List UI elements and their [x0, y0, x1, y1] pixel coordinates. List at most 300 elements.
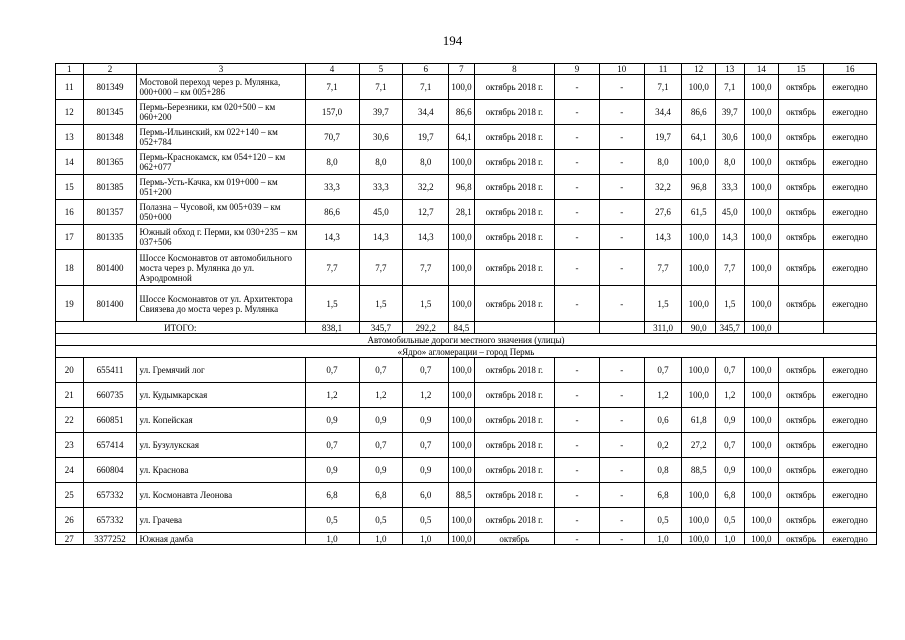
col-13: 14,3 [716, 225, 745, 250]
col-8: октябрь 2018 г. [474, 75, 554, 100]
col-15: октябрь [779, 100, 824, 125]
col-11: 7,1 [644, 75, 682, 100]
col-4: 33,3 [305, 175, 359, 200]
col-11: 0,6 [644, 408, 682, 433]
column-number: 10 [599, 64, 644, 75]
table-row [56, 175, 877, 200]
col-7: 100,0 [449, 225, 474, 250]
col-14: 100,0 [744, 200, 779, 225]
col-13: 6,8 [716, 483, 745, 508]
road-code: 801335 [83, 225, 137, 250]
col-9: - [555, 150, 600, 175]
col-16: ежегодно [823, 175, 876, 200]
total-c13: 345,7 [716, 322, 745, 334]
road-code: 657414 [83, 433, 137, 458]
col-8: октябрь 2018 г. [474, 458, 554, 483]
col-16: ежегодно [823, 75, 876, 100]
col-12: 86,6 [682, 100, 716, 125]
col-14: 100,0 [744, 533, 779, 545]
col-6: 8,0 [403, 150, 449, 175]
col-13: 30,6 [716, 125, 745, 150]
col-6: 14,3 [403, 225, 449, 250]
table-row [56, 125, 877, 150]
col-7: 100,0 [449, 286, 474, 322]
col-11: 6,8 [644, 483, 682, 508]
col-16: ежегодно [823, 433, 876, 458]
col-13: 0,5 [716, 508, 745, 533]
col-10: - [599, 175, 644, 200]
col-9: - [555, 175, 600, 200]
col-16: ежегодно [823, 225, 876, 250]
col-10: - [599, 125, 644, 150]
table-row [56, 458, 877, 483]
section-heading [56, 334, 877, 346]
row-number: 16 [56, 200, 84, 225]
row-number: 11 [56, 75, 84, 100]
col-8: октябрь 2018 г. [474, 286, 554, 322]
road-code: 660735 [83, 383, 137, 408]
col-14: 100,0 [744, 433, 779, 458]
col-16: ежегодно [823, 125, 876, 150]
col-7: 100,0 [449, 408, 474, 433]
row-number: 23 [56, 433, 84, 458]
col-10: - [599, 250, 644, 286]
col-6: 0,5 [403, 508, 449, 533]
total-c11: 311,0 [644, 322, 682, 334]
col-9: - [555, 458, 600, 483]
total-label: ИТОГО: [56, 322, 306, 334]
col-11: 0,8 [644, 458, 682, 483]
empty-cell [599, 322, 644, 334]
col-8: октябрь 2018 г. [474, 200, 554, 225]
table-row [56, 225, 877, 250]
col-16: ежегодно [823, 200, 876, 225]
col-12: 100,0 [682, 250, 716, 286]
row-number: 15 [56, 175, 84, 200]
col-13: 45,0 [716, 200, 745, 225]
column-number: 15 [779, 64, 824, 75]
col-8: октябрь 2018 г. [474, 383, 554, 408]
col-16: ежегодно [823, 408, 876, 433]
col-4: 14,3 [305, 225, 359, 250]
col-6: 6,0 [403, 483, 449, 508]
col-4: 0,9 [305, 458, 359, 483]
col-13: 1,0 [716, 533, 745, 545]
column-number: 11 [644, 64, 682, 75]
col-14: 100,0 [744, 175, 779, 200]
column-number: 4 [305, 64, 359, 75]
row-number: 24 [56, 458, 84, 483]
col-5: 0,5 [359, 508, 403, 533]
col-11: 19,7 [644, 125, 682, 150]
row-number: 17 [56, 225, 84, 250]
col-12: 27,2 [682, 433, 716, 458]
col-6: 12,7 [403, 200, 449, 225]
col-8: октябрь 2018 г. [474, 483, 554, 508]
col-8: октябрь 2018 г. [474, 433, 554, 458]
road-name: Пермь-Краснокамск, км 054+120 – км 062+077 [137, 150, 305, 175]
col-8: октябрь 2018 г. [474, 150, 554, 175]
col-12: 88,5 [682, 458, 716, 483]
road-name: ул. Копейская [137, 408, 305, 433]
col-14: 100,0 [744, 150, 779, 175]
col-6: 34,4 [403, 100, 449, 125]
col-4: 70,7 [305, 125, 359, 150]
road-code: 3377252 [83, 533, 137, 545]
col-9: - [555, 433, 600, 458]
col-7: 100,0 [449, 533, 474, 545]
col-10: - [599, 483, 644, 508]
col-16: ежегодно [823, 100, 876, 125]
col-15: октябрь [779, 286, 824, 322]
col-15: октябрь [779, 175, 824, 200]
col-4: 0,7 [305, 358, 359, 383]
road-code: 801357 [83, 200, 137, 225]
total-c6: 292,2 [403, 322, 449, 334]
table-row [56, 75, 877, 100]
empty-cell [779, 322, 824, 334]
col-16: ежегодно [823, 508, 876, 533]
total-c12: 90,0 [682, 322, 716, 334]
col-16: ежегодно [823, 483, 876, 508]
col-7: 100,0 [449, 458, 474, 483]
subsection-heading [56, 346, 877, 358]
road-name: ул. Кудымкарская [137, 383, 305, 408]
col-9: - [555, 508, 600, 533]
col-14: 100,0 [744, 225, 779, 250]
col-5: 7,7 [359, 250, 403, 286]
col-6: 0,7 [403, 358, 449, 383]
table-row [56, 508, 877, 533]
col-15: октябрь [779, 533, 824, 545]
col-7: 100,0 [449, 75, 474, 100]
road-name: Пермь-Ильинский, км 022+140 – км 052+784 [137, 125, 305, 150]
col-5: 0,7 [359, 433, 403, 458]
col-15: октябрь [779, 150, 824, 175]
col-9: - [555, 408, 600, 433]
col-7: 100,0 [449, 250, 474, 286]
col-14: 100,0 [744, 483, 779, 508]
col-4: 1,2 [305, 383, 359, 408]
col-16: ежегодно [823, 383, 876, 408]
col-14: 100,0 [744, 286, 779, 322]
col-13: 0,9 [716, 408, 745, 433]
row-number: 13 [56, 125, 84, 150]
col-5: 0,7 [359, 358, 403, 383]
col-15: октябрь [779, 125, 824, 150]
col-10: - [599, 533, 644, 545]
col-11: 32,2 [644, 175, 682, 200]
column-number: 14 [744, 64, 779, 75]
col-13: 8,0 [716, 150, 745, 175]
col-13: 33,3 [716, 175, 745, 200]
road-code: 801349 [83, 75, 137, 100]
col-5: 45,0 [359, 200, 403, 225]
col-5: 6,8 [359, 483, 403, 508]
col-7: 100,0 [449, 358, 474, 383]
col-14: 100,0 [744, 458, 779, 483]
road-name: Южная дамба [137, 533, 305, 545]
col-12: 100,0 [682, 75, 716, 100]
col-12: 100,0 [682, 483, 716, 508]
table-row [56, 100, 877, 125]
col-5: 33,3 [359, 175, 403, 200]
table-row [56, 408, 877, 433]
col-7: 100,0 [449, 508, 474, 533]
road-code: 660804 [83, 458, 137, 483]
road-code: 801348 [83, 125, 137, 150]
col-5: 7,1 [359, 75, 403, 100]
col-6: 0,9 [403, 408, 449, 433]
col-13: 39,7 [716, 100, 745, 125]
row-number: 25 [56, 483, 84, 508]
row-number: 22 [56, 408, 84, 433]
col-11: 7,7 [644, 250, 682, 286]
column-number: 8 [474, 64, 554, 75]
col-13: 7,7 [716, 250, 745, 286]
road-code: 801400 [83, 286, 137, 322]
road-name: ул. Гремячий лог [137, 358, 305, 383]
col-4: 6,8 [305, 483, 359, 508]
col-11: 0,7 [644, 358, 682, 383]
col-6: 0,9 [403, 458, 449, 483]
col-14: 100,0 [744, 250, 779, 286]
col-12: 100,0 [682, 533, 716, 545]
col-7: 100,0 [449, 433, 474, 458]
col-7: 86,6 [449, 100, 474, 125]
col-16: ежегодно [823, 533, 876, 545]
col-16: ежегодно [823, 250, 876, 286]
table-row [56, 533, 877, 545]
col-13: 0,9 [716, 458, 745, 483]
col-12: 100,0 [682, 286, 716, 322]
col-15: октябрь [779, 458, 824, 483]
road-name: ул. Бузулукская [137, 433, 305, 458]
col-10: - [599, 458, 644, 483]
table-row [56, 250, 877, 286]
col-4: 7,1 [305, 75, 359, 100]
col-15: октябрь [779, 383, 824, 408]
subsection-heading-text: «Ядро» агломерации – город Пермь [56, 346, 877, 358]
section-heading-text: Автомобильные дороги местного значения (улицы) [56, 334, 877, 346]
column-number: 1 [56, 64, 84, 75]
road-code: 660851 [83, 408, 137, 433]
road-name: Полазна – Чусовой, км 005+039 – км 050+000 [137, 200, 305, 225]
col-16: ежегодно [823, 286, 876, 322]
col-9: - [555, 100, 600, 125]
col-9: - [555, 125, 600, 150]
row-number: 18 [56, 250, 84, 286]
col-11: 1,2 [644, 383, 682, 408]
col-9: - [555, 383, 600, 408]
col-5: 0,9 [359, 458, 403, 483]
col-6: 1,2 [403, 383, 449, 408]
column-number: 6 [403, 64, 449, 75]
col-12: 100,0 [682, 358, 716, 383]
column-number: 3 [137, 64, 305, 75]
col-6: 19,7 [403, 125, 449, 150]
col-13: 1,5 [716, 286, 745, 322]
total-row [56, 322, 877, 334]
column-number: 12 [682, 64, 716, 75]
col-4: 0,9 [305, 408, 359, 433]
col-12: 64,1 [682, 125, 716, 150]
road-name: Шоссе Космонавтов от автомобильного моста через р. Мулянка до ул. Аэродромной [137, 250, 305, 286]
col-11: 1,0 [644, 533, 682, 545]
col-6: 7,7 [403, 250, 449, 286]
column-number-row [56, 64, 877, 75]
col-7: 100,0 [449, 383, 474, 408]
col-12: 100,0 [682, 150, 716, 175]
col-8: октябрь [474, 533, 554, 545]
col-4: 0,5 [305, 508, 359, 533]
col-13: 7,1 [716, 75, 745, 100]
road-name: Мостовой переход через р. Мулянка, 000+000 – км 005+286 [137, 75, 305, 100]
road-name: Пермь-Березники, км 020+500 – км 060+200 [137, 100, 305, 125]
col-7: 64,1 [449, 125, 474, 150]
empty-cell [474, 322, 554, 334]
col-6: 1,0 [403, 533, 449, 545]
col-4: 0,7 [305, 433, 359, 458]
col-10: - [599, 286, 644, 322]
col-4: 7,7 [305, 250, 359, 286]
row-number: 21 [56, 383, 84, 408]
table-row [56, 286, 877, 322]
table-row [56, 483, 877, 508]
table-row [56, 358, 877, 383]
col-9: - [555, 75, 600, 100]
roads-table [55, 63, 877, 545]
col-14: 100,0 [744, 125, 779, 150]
col-4: 8,0 [305, 150, 359, 175]
col-5: 1,0 [359, 533, 403, 545]
col-9: - [555, 225, 600, 250]
col-4: 1,5 [305, 286, 359, 322]
col-7: 100,0 [449, 150, 474, 175]
col-11: 0,2 [644, 433, 682, 458]
road-code: 657332 [83, 508, 137, 533]
row-number: 14 [56, 150, 84, 175]
col-16: ежегодно [823, 150, 876, 175]
col-8: октябрь 2018 г. [474, 125, 554, 150]
row-number: 19 [56, 286, 84, 322]
col-8: октябрь 2018 г. [474, 100, 554, 125]
column-number: 2 [83, 64, 137, 75]
col-11: 27,6 [644, 200, 682, 225]
col-13: 0,7 [716, 433, 745, 458]
col-5: 1,5 [359, 286, 403, 322]
col-7: 96,8 [449, 175, 474, 200]
table-row [56, 383, 877, 408]
col-12: 96,8 [682, 175, 716, 200]
col-10: - [599, 200, 644, 225]
row-number: 27 [56, 533, 84, 545]
col-4: 86,6 [305, 200, 359, 225]
total-c7: 84,5 [449, 322, 474, 334]
col-10: - [599, 408, 644, 433]
col-8: октябрь 2018 г. [474, 408, 554, 433]
col-11: 8,0 [644, 150, 682, 175]
col-7: 28,1 [449, 200, 474, 225]
total-c4: 838,1 [305, 322, 359, 334]
col-15: октябрь [779, 225, 824, 250]
col-6: 7,1 [403, 75, 449, 100]
col-9: - [555, 483, 600, 508]
col-11: 0,5 [644, 508, 682, 533]
col-8: октябрь 2018 г. [474, 358, 554, 383]
col-10: - [599, 358, 644, 383]
col-12: 61,5 [682, 200, 716, 225]
road-code: 801365 [83, 150, 137, 175]
col-14: 100,0 [744, 358, 779, 383]
col-16: ежегодно [823, 358, 876, 383]
col-13: 1,2 [716, 383, 745, 408]
road-code: 657332 [83, 483, 137, 508]
col-5: 1,2 [359, 383, 403, 408]
col-8: октябрь 2018 г. [474, 225, 554, 250]
row-number: 20 [56, 358, 84, 383]
col-12: 100,0 [682, 225, 716, 250]
road-code: 655411 [83, 358, 137, 383]
col-5: 0,9 [359, 408, 403, 433]
table-row [56, 433, 877, 458]
col-14: 100,0 [744, 383, 779, 408]
table-row [56, 200, 877, 225]
column-number: 5 [359, 64, 403, 75]
col-10: - [599, 100, 644, 125]
col-15: октябрь [779, 200, 824, 225]
col-14: 100,0 [744, 508, 779, 533]
col-9: - [555, 250, 600, 286]
column-number: 16 [823, 64, 876, 75]
col-6: 1,5 [403, 286, 449, 322]
col-7: 88,5 [449, 483, 474, 508]
col-10: - [599, 225, 644, 250]
col-15: октябрь [779, 483, 824, 508]
total-c5: 345,7 [359, 322, 403, 334]
col-16: ежегодно [823, 458, 876, 483]
col-5: 8,0 [359, 150, 403, 175]
col-5: 39,7 [359, 100, 403, 125]
column-number: 13 [716, 64, 745, 75]
col-13: 0,7 [716, 358, 745, 383]
col-15: октябрь [779, 433, 824, 458]
road-name: Пермь-Усть-Качка, км 019+000 – км 051+200 [137, 175, 305, 200]
col-12: 61,8 [682, 408, 716, 433]
col-9: - [555, 200, 600, 225]
col-4: 157,0 [305, 100, 359, 125]
col-9: - [555, 286, 600, 322]
col-4: 1,0 [305, 533, 359, 545]
road-code: 801385 [83, 175, 137, 200]
col-9: - [555, 358, 600, 383]
col-11: 34,4 [644, 100, 682, 125]
col-14: 100,0 [744, 100, 779, 125]
road-name: ул. Космонавта Леонова [137, 483, 305, 508]
col-10: - [599, 508, 644, 533]
col-15: октябрь [779, 250, 824, 286]
col-10: - [599, 433, 644, 458]
col-10: - [599, 75, 644, 100]
col-10: - [599, 150, 644, 175]
column-number: 7 [449, 64, 474, 75]
col-15: октябрь [779, 358, 824, 383]
col-10: - [599, 383, 644, 408]
page-number: 194 [442, 33, 463, 48]
table-row [56, 150, 877, 175]
road-name: Шоссе Космонавтов от ул. Архитектора Свиязева до моста через р. Мулянка [137, 286, 305, 322]
col-5: 30,6 [359, 125, 403, 150]
